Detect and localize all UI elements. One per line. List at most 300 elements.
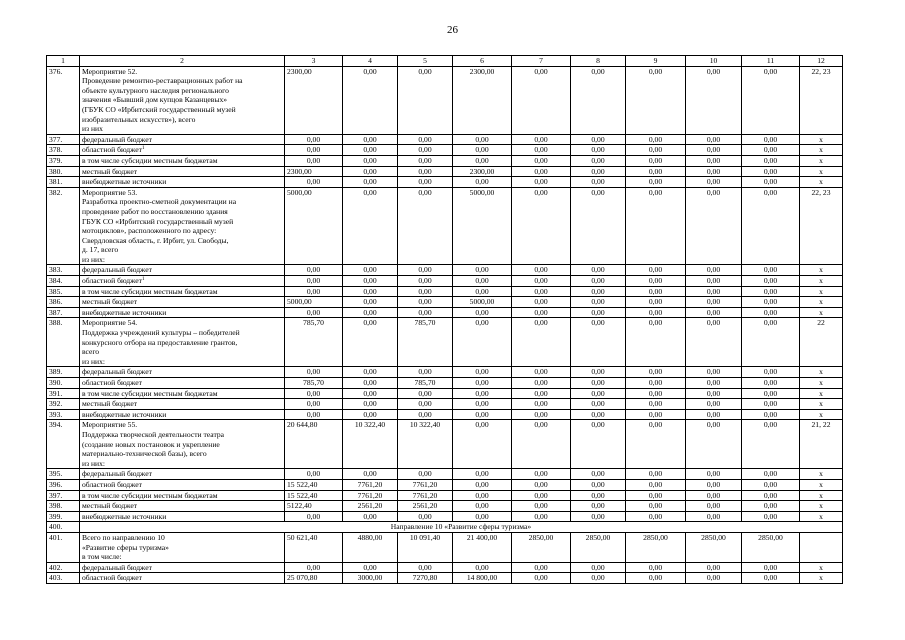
value-cell: 0,00 (626, 297, 686, 308)
row-description (80, 420, 285, 469)
value-cell: х (800, 276, 843, 287)
table-row (47, 134, 843, 145)
value-cell: 0,00 (285, 367, 343, 378)
row-number: 401. (47, 532, 80, 562)
column-number-row (47, 56, 843, 67)
value-cell: 2300,00 (453, 166, 512, 177)
value-cell: х (800, 155, 843, 166)
row-description-text: местный бюджет (82, 501, 138, 511)
value-cell: х (800, 562, 843, 573)
value-cell: 0,00 (398, 145, 453, 156)
value-cell: 15 522,40 (285, 490, 343, 501)
value-cell: 0,00 (686, 145, 742, 156)
row-description (80, 490, 285, 501)
value-cell: 0,00 (285, 399, 343, 410)
value-cell: 0,00 (453, 155, 512, 166)
value-cell: 0,00 (742, 479, 800, 490)
value-cell: 2850,00 (742, 532, 800, 562)
value-cell: х (800, 573, 843, 584)
value-cell: 0,00 (343, 399, 398, 410)
value-cell: 0,00 (285, 469, 343, 480)
value-cell: 0,00 (285, 145, 343, 156)
value-cell: 0,00 (453, 469, 512, 480)
value-cell: 0,00 (686, 378, 742, 389)
value-cell: 0,00 (512, 388, 571, 399)
value-cell: 0,00 (742, 318, 800, 367)
value-cell: 0,00 (626, 155, 686, 166)
table-row (47, 318, 843, 367)
row-description (80, 134, 285, 145)
row-description-text: федеральный бюджет (82, 134, 152, 144)
value-cell: 0,00 (571, 501, 626, 512)
value-cell: х (800, 166, 843, 177)
row-description-text: Всего по направлению 10 «Развитие сферы туризма» в том числе: (82, 532, 169, 562)
value-cell: 7761,20 (343, 479, 398, 490)
value-cell: 0,00 (285, 409, 343, 420)
value-cell: 0,00 (512, 177, 571, 188)
value-cell: 0,00 (285, 265, 343, 276)
value-cell: х (800, 367, 843, 378)
value-cell: 0,00 (742, 562, 800, 573)
row-number: 400. (47, 522, 80, 533)
value-cell: 0,00 (453, 479, 512, 490)
value-cell: 0,00 (512, 265, 571, 276)
value-cell: 0,00 (285, 511, 343, 522)
value-cell: 0,00 (686, 134, 742, 145)
value-cell: 0,00 (571, 469, 626, 480)
value-cell: 0,00 (398, 469, 453, 480)
value-cell: 2300,00 (285, 166, 343, 177)
table-row (47, 562, 843, 573)
value-cell: 0,00 (686, 490, 742, 501)
value-cell: 0,00 (512, 134, 571, 145)
value-cell: 0,00 (686, 409, 742, 420)
value-cell: 0,00 (285, 286, 343, 297)
table-row (47, 420, 843, 469)
value-cell: 0,00 (686, 286, 742, 297)
value-cell: 0,00 (571, 573, 626, 584)
value-cell: 0,00 (742, 511, 800, 522)
row-description (80, 409, 285, 420)
value-cell: 0,00 (512, 276, 571, 287)
value-cell: 2561,20 (343, 501, 398, 512)
value-cell: 785,70 (285, 318, 343, 367)
value-cell: 25 070,80 (285, 573, 343, 584)
value-cell: 0,00 (686, 367, 742, 378)
value-cell: 0,00 (453, 388, 512, 399)
value-cell: 0,00 (398, 134, 453, 145)
table-row (47, 367, 843, 378)
table-row (47, 409, 843, 420)
value-cell: 0,00 (512, 562, 571, 573)
value-cell: 0,00 (686, 479, 742, 490)
row-number: 397. (47, 490, 80, 501)
value-cell: х (800, 501, 843, 512)
value-cell: 4880,00 (343, 532, 398, 562)
row-number: 384. (47, 276, 80, 287)
row-number: 387. (47, 307, 80, 318)
value-cell: 0,00 (512, 511, 571, 522)
value-cell: х (800, 297, 843, 308)
value-cell: 0,00 (626, 490, 686, 501)
row-number: 377. (47, 134, 80, 145)
row-description (80, 511, 285, 522)
value-cell: 0,00 (626, 286, 686, 297)
value-cell: 0,00 (686, 155, 742, 166)
value-cell: 0,00 (742, 388, 800, 399)
value-cell: х (800, 388, 843, 399)
value-cell: 0,00 (742, 573, 800, 584)
value-cell: 0,00 (626, 501, 686, 512)
value-cell: 0,00 (398, 511, 453, 522)
row-description-text: Мероприятие 55. Поддержка творческой деятельности театра (создание новых постановок и укрепление материально-технической базы), всего из них: (82, 420, 225, 468)
value-cell: 0,00 (571, 265, 626, 276)
value-cell: 0,00 (626, 367, 686, 378)
value-cell: 0,00 (453, 276, 512, 287)
value-cell: 0,00 (742, 490, 800, 501)
value-cell: 0,00 (398, 388, 453, 399)
value-cell: 10 322,40 (343, 420, 398, 469)
value-cell: 0,00 (742, 145, 800, 156)
value-cell: 0,00 (343, 66, 398, 134)
value-cell: 7761,20 (398, 479, 453, 490)
value-cell: 0,00 (626, 187, 686, 265)
row-number: 396. (47, 479, 80, 490)
row-number: 403. (47, 573, 80, 584)
row-description-text: внебюджетные источники (82, 409, 167, 419)
value-cell: 0,00 (512, 187, 571, 265)
value-cell: 0,00 (571, 276, 626, 287)
value-cell: 0,00 (686, 388, 742, 399)
value-cell: 0,00 (686, 573, 742, 584)
value-cell: 50 621,40 (285, 532, 343, 562)
row-description-text: в том числе субсидии местным бюджетам (82, 286, 218, 296)
value-cell: 0,00 (571, 155, 626, 166)
value-cell: х (800, 490, 843, 501)
value-cell: 0,00 (571, 134, 626, 145)
row-description (80, 318, 285, 367)
row-number: 395. (47, 469, 80, 480)
value-cell: 0,00 (626, 276, 686, 287)
value-cell: 0,00 (512, 409, 571, 420)
row-number: 380. (47, 166, 80, 177)
value-cell: 0,00 (686, 276, 742, 287)
value-cell: 0,00 (453, 367, 512, 378)
value-cell: 0,00 (453, 307, 512, 318)
value-cell: 0,00 (571, 409, 626, 420)
value-cell: 0,00 (626, 265, 686, 276)
row-description-text: в том числе субсидии местным бюджетам (82, 155, 218, 165)
table-row (47, 276, 843, 287)
value-cell: 5122,40 (285, 501, 343, 512)
row-description (80, 378, 285, 389)
column-number: 11 (742, 56, 800, 67)
value-cell: 22 (800, 318, 843, 367)
value-cell: 0,00 (742, 276, 800, 287)
value-cell: 0,00 (453, 420, 512, 469)
value-cell: 0,00 (343, 145, 398, 156)
row-description (80, 276, 285, 287)
table-row (47, 177, 843, 188)
value-cell: х (800, 469, 843, 480)
value-cell: 0,00 (453, 134, 512, 145)
value-cell: х (800, 378, 843, 389)
value-cell: 0,00 (285, 307, 343, 318)
value-cell: 0,00 (686, 297, 742, 308)
table-row (47, 66, 843, 134)
value-cell: 0,00 (512, 399, 571, 410)
value-cell: 0,00 (453, 511, 512, 522)
row-description (80, 573, 285, 584)
value-cell: 0,00 (343, 378, 398, 389)
value-cell: 0,00 (512, 166, 571, 177)
value-cell: 2300,00 (453, 66, 512, 134)
value-cell: 0,00 (571, 166, 626, 177)
value-cell: 0,00 (343, 134, 398, 145)
column-number: 1 (47, 56, 80, 67)
value-cell: 0,00 (686, 265, 742, 276)
value-cell: 0,00 (626, 145, 686, 156)
value-cell: х (800, 409, 843, 420)
column-number: 4 (343, 56, 398, 67)
row-description (80, 532, 285, 562)
section-row (47, 522, 843, 533)
row-description (80, 286, 285, 297)
column-number: 10 (686, 56, 742, 67)
table-row (47, 388, 843, 399)
value-cell: 0,00 (742, 155, 800, 166)
value-cell: 7270,80 (398, 573, 453, 584)
value-cell: 21, 22 (800, 420, 843, 469)
table-row (47, 511, 843, 522)
row-description (80, 367, 285, 378)
value-cell: 0,00 (742, 177, 800, 188)
value-cell: 0,00 (571, 420, 626, 469)
value-cell: х (800, 399, 843, 410)
row-description (80, 469, 285, 480)
value-cell: 2850,00 (571, 532, 626, 562)
table-row (47, 399, 843, 410)
row-description (80, 177, 285, 188)
value-cell: 0,00 (398, 297, 453, 308)
table-row (47, 145, 843, 156)
value-cell: 0,00 (626, 177, 686, 188)
row-description-text: Мероприятие 53. Разработка проектно-сметной документации на проведение работ по восстановлению здания ГБУК СО «Ирбитский государственный музей мотоциклов», расположенного по адресу: Свердловская область, г. Ирбит, ул. Свободы, д. 17, всего из них: (82, 187, 237, 264)
value-cell: 10 322,40 (398, 420, 453, 469)
value-cell: 785,70 (285, 378, 343, 389)
value-cell: 2300,00 (285, 66, 343, 134)
column-number: 7 (512, 56, 571, 67)
table-row (47, 469, 843, 480)
table-row (47, 307, 843, 318)
row-number: 376. (47, 66, 80, 134)
value-cell: 0,00 (343, 367, 398, 378)
value-cell: 0,00 (343, 155, 398, 166)
value-cell: 0,00 (686, 318, 742, 367)
row-description-text: в том числе субсидии местным бюджетам (82, 388, 218, 398)
row-number: 394. (47, 420, 80, 469)
value-cell: 0,00 (512, 145, 571, 156)
value-cell: 0,00 (398, 66, 453, 134)
value-cell: 0,00 (742, 297, 800, 308)
section-title: Направление 10 «Развитие сферы туризма» (80, 522, 843, 533)
value-cell: 0,00 (285, 177, 343, 188)
value-cell: 0,00 (512, 490, 571, 501)
row-number: 386. (47, 297, 80, 308)
row-number: 378. (47, 145, 80, 156)
value-cell: 0,00 (742, 307, 800, 318)
value-cell: 0,00 (285, 155, 343, 166)
value-cell: 22, 23 (800, 187, 843, 265)
value-cell: 0,00 (343, 469, 398, 480)
value-cell: 0,00 (686, 420, 742, 469)
value-cell: 0,00 (571, 511, 626, 522)
value-cell: 0,00 (453, 378, 512, 389)
value-cell: 0,00 (343, 388, 398, 399)
table-row (47, 479, 843, 490)
value-cell: 0,00 (626, 469, 686, 480)
table-row (47, 297, 843, 308)
value-cell: х (800, 177, 843, 188)
value-cell: 0,00 (512, 479, 571, 490)
value-cell: 0,00 (571, 367, 626, 378)
value-cell: 0,00 (686, 501, 742, 512)
value-cell: 0,00 (453, 562, 512, 573)
value-cell: 0,00 (343, 318, 398, 367)
value-cell: 0,00 (571, 66, 626, 134)
value-cell: х (800, 307, 843, 318)
row-description-text: местный бюджет (82, 399, 138, 409)
table-row (47, 490, 843, 501)
value-cell: 15 522,40 (285, 479, 343, 490)
value-cell (800, 532, 843, 562)
value-cell: 0,00 (512, 155, 571, 166)
value-cell: 3000,00 (343, 573, 398, 584)
value-cell: 0,00 (512, 66, 571, 134)
value-cell: 0,00 (343, 307, 398, 318)
value-cell: 0,00 (571, 286, 626, 297)
value-cell: 0,00 (686, 66, 742, 134)
value-cell: 0,00 (626, 378, 686, 389)
value-cell: 0,00 (571, 378, 626, 389)
value-cell: 0,00 (626, 573, 686, 584)
value-cell: 0,00 (285, 134, 343, 145)
value-cell: 0,00 (512, 286, 571, 297)
column-number: 2 (80, 56, 285, 67)
row-description-text: областной бюджет (82, 479, 142, 489)
row-number: 382. (47, 187, 80, 265)
value-cell: 0,00 (343, 409, 398, 420)
row-number: 398. (47, 501, 80, 512)
value-cell: 0,00 (343, 286, 398, 297)
row-number: 379. (47, 155, 80, 166)
table-row (47, 501, 843, 512)
row-number: 402. (47, 562, 80, 573)
row-number: 393. (47, 409, 80, 420)
value-cell: 0,00 (742, 286, 800, 297)
row-number: 385. (47, 286, 80, 297)
value-cell: 0,00 (398, 265, 453, 276)
value-cell: 0,00 (571, 399, 626, 410)
value-cell: 0,00 (398, 562, 453, 573)
row-number: 383. (47, 265, 80, 276)
value-cell: 0,00 (626, 409, 686, 420)
row-description (80, 562, 285, 573)
footnote-mark: 1 (142, 146, 145, 152)
row-description-text: областной бюджет (82, 573, 142, 583)
table-row (47, 378, 843, 389)
value-cell: 0,00 (571, 479, 626, 490)
row-description (80, 297, 285, 308)
value-cell: 0,00 (512, 501, 571, 512)
value-cell: 2850,00 (512, 532, 571, 562)
value-cell: 0,00 (398, 187, 453, 265)
row-description-text: местный бюджет (82, 166, 138, 176)
value-cell: 0,00 (626, 420, 686, 469)
value-cell: 0,00 (686, 469, 742, 480)
value-cell: 0,00 (512, 297, 571, 308)
value-cell: 5000,00 (453, 297, 512, 308)
value-cell: 785,70 (398, 378, 453, 389)
row-number: 389. (47, 367, 80, 378)
row-description (80, 307, 285, 318)
value-cell: 0,00 (626, 388, 686, 399)
row-number: 399. (47, 511, 80, 522)
table-row (47, 187, 843, 265)
row-description-text: Мероприятие 52. Проведение ремонтно-реставрационных работ на объекте культурного наследия регионального значения «Бывший дом купцов Казанцевых» (ГБУК СО «Ирбитский государственный музей изобразительных искусств»), всего из них (82, 66, 243, 134)
value-cell: 21 400,00 (453, 532, 512, 562)
row-description-text: Мероприятие 54. Поддержка учреждений культуры – победителей конкурсного отбора на предоставление грантов, всего из них: (82, 318, 240, 366)
value-cell: 0,00 (742, 134, 800, 145)
value-cell: 20 644,80 (285, 420, 343, 469)
row-description (80, 388, 285, 399)
value-cell: 0,00 (343, 511, 398, 522)
value-cell: 0,00 (453, 490, 512, 501)
row-number: 381. (47, 177, 80, 188)
value-cell: 5000,00 (285, 297, 343, 308)
value-cell: 0,00 (742, 469, 800, 480)
value-cell: 0,00 (686, 399, 742, 410)
value-cell: 0,00 (343, 276, 398, 287)
value-cell: 2850,00 (626, 532, 686, 562)
value-cell: х (800, 145, 843, 156)
value-cell: 0,00 (512, 420, 571, 469)
table-row (47, 166, 843, 177)
row-description-text: федеральный бюджет (82, 562, 152, 572)
table-body (47, 56, 843, 584)
row-description (80, 145, 285, 156)
value-cell: 0,00 (742, 409, 800, 420)
row-description-text: местный бюджет (82, 297, 138, 307)
value-cell: 0,00 (742, 66, 800, 134)
row-description (80, 501, 285, 512)
value-cell: 0,00 (343, 297, 398, 308)
value-cell: 0,00 (398, 307, 453, 318)
value-cell: 0,00 (453, 318, 512, 367)
table-row (47, 155, 843, 166)
row-description (80, 155, 285, 166)
footnote-mark: 1 (142, 277, 145, 283)
value-cell: 0,00 (571, 562, 626, 573)
value-cell: 0,00 (398, 286, 453, 297)
value-cell: 0,00 (571, 318, 626, 367)
value-cell: 0,00 (742, 378, 800, 389)
value-cell: 0,00 (626, 307, 686, 318)
row-description (80, 399, 285, 410)
row-description-text: федеральный бюджет (82, 367, 152, 377)
value-cell: 0,00 (453, 399, 512, 410)
value-cell: 0,00 (742, 399, 800, 410)
